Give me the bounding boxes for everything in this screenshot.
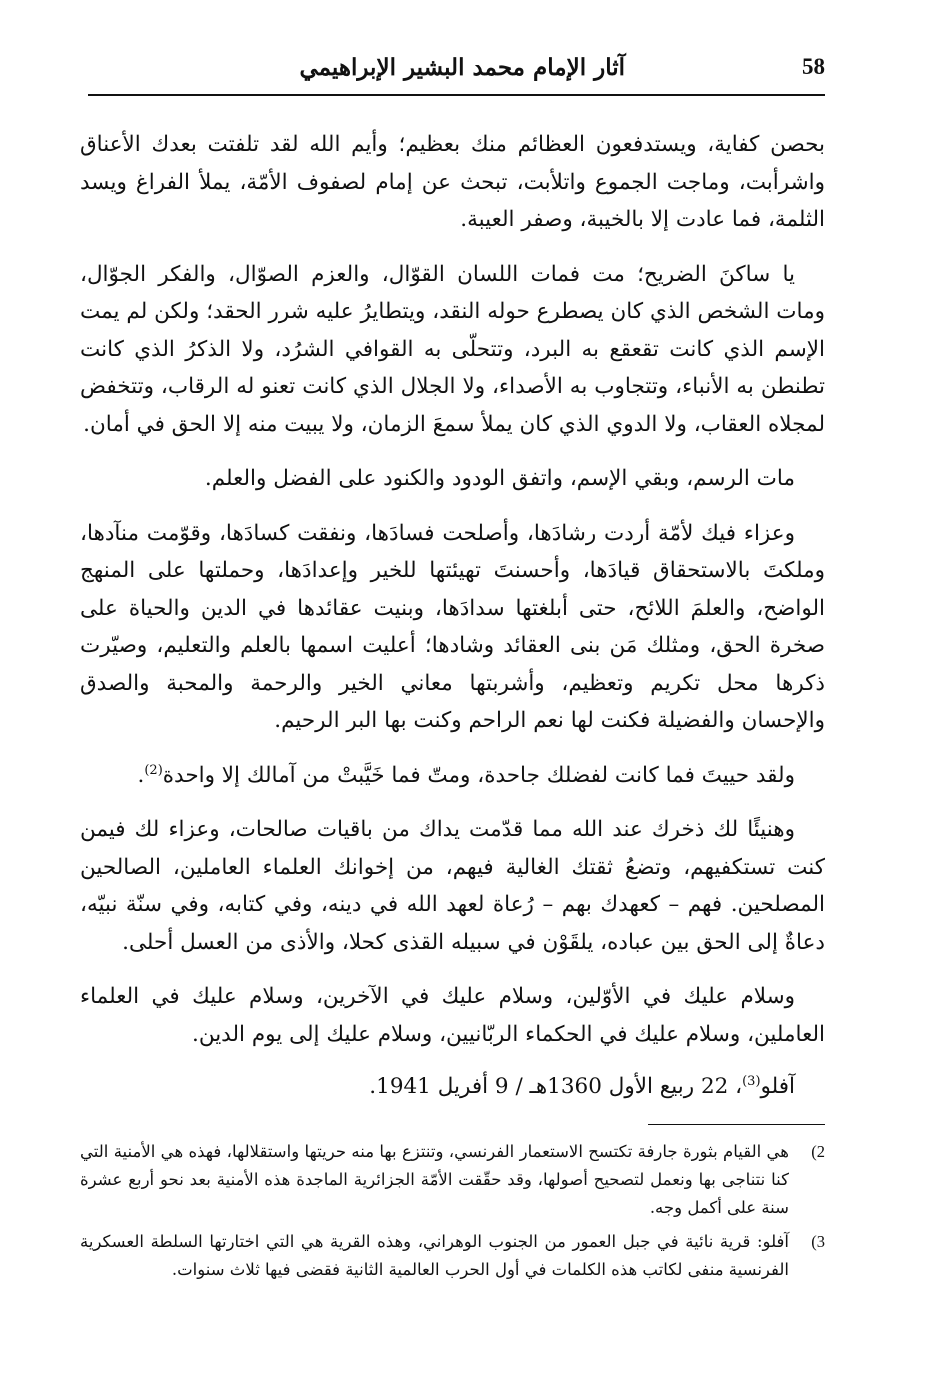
paragraph [80,757,825,795]
running-title: آثار الإمام محمد البشير الإبراهيمي [299,54,625,81]
footnote-number: 3) [811,1232,825,1251]
paragraph-end: . [137,762,145,788]
footnote-marker[interactable]: (2) [144,762,163,778]
footnote-number: 2) [811,1142,825,1161]
footnote-text: هي القيام بثورة جارفة تكتسح الاستعمار الفرنسي، وتنتزع بها منه حريتها واستقلالها، فهذه هي الأمنية التي كنا نتناجى بها ونعمل لتصحيح أصولها، وقد حقّقت الأمّة الجزائرية الماجدة هذه الأمنية بعد نحو أربع عشرة سنة على أكمل وجه. [80,1142,789,1217]
paragraph: يا ساكنَ الضريح؛ مت فمات اللسان القوّال، والعزم الصوّال، والفكر الجوّال، ومات الشخص الذي كان يصطرع حوله النقد، ويتطايرُ عليه شرر الحقد؛ ولكن لم يمت الإسم الذي كانت تقعقع به البرد، وتتحلّى به القوافي الشرُد، ولا الذكرُ الذي كانت تطنطن به الأنباء، وتتجاوب به الأصداء، ولا الجلال الذي كانت تعنو له الرقاب، وتتخفض لمجلاه العقاب، ولا الدوي الذي كان يملأ سمعَ الزمان، ولا يبيت منه إلا الحق في أمان. [80,261,825,437]
page-number: 58 [802,54,825,79]
paragraph: بحصن كفاية، ويستدفعون العظائم منك بعظيم؛ وأيم الله لقد تلفتت بعدك الأعناق واشرأبت، وماجت الجموع واتلأبت، تبحث عن إمام لصفوف الأمّة، يملأ الفراغ ويسد الثلمة، فما عادت إلا بالخيبة، وصفر العيبة. [80,132,825,232]
paragraph: وهنيئًا لك ذخرك عند الله مما قدّمت يداك من باقيات صالحات، وعزاء لك فيمن كنت تستكفيهم، وتضعُ ثقتك الغالية فيهم، من إخوانك العلماء العاملين، الصالحين المصلحين. فهم – كعهدك بهم – رُعاة لعهد الله في دينه، وفي كتابه، وفي سنّة نبيّه، دعاةٌ إلى الحق بين عباده، يلقَوْن في سبيله القذى كحلا، والأذى من العسل أحلى. [80,817,825,955]
page-header [88,46,825,96]
paragraph: وسلام عليك في الأوّلين، وسلام عليك في الآخرين، وسلام عليك في العلماء العاملين، وسلام عليك في الحكماء الربّانيين، وسلام عليك إلى يوم الدين. [80,984,825,1047]
place-name: آفلو [760,1074,795,1099]
footnotes [80,1138,825,1290]
paragraph: مات الرسم، وبقي الإسم، واتفق الودود والكنود على الفضل والعلم. [204,466,795,491]
footnote-marker[interactable]: (3) [742,1073,761,1089]
paragraph-text: ولقد حييتَ فما كانت لفضلك جاحدة، ومتّ فما خَيَّبتْ من آمالك إلا واحدة [162,762,795,788]
date-text: ، 22 ربيع الأول 1360هـ / 9 أفريل 1941. [369,1074,743,1099]
body-text [80,126,825,1123]
footnote-divider [648,1124,825,1125]
footnote [80,1228,825,1284]
footnote [80,1138,825,1222]
paragraph: وعزاء فيك لأمّة أردت رشادَها، وأصلحت فسادَها، ونفقت كسادَها، وقوّمت منآدها، وملكتَ بالاستحقاق قيادَها، وأحسنتَ تهيئتها للخير وإعدادَها، وحملتها على المنهج الواضح، والعلمَ اللائح، حتى أبلغتها سدادَها، وبنيت عقائدها في الدين والحياة على صخرة الحق، ومثلك مَن بنى العقائد وشادها؛ أعليت اسمها بالعلم والتعليم، وصيّرت ذكرها محل تكريم وتعظيم، وأشربتها معاني الخير والرحمة والمحبة والصدق والإحسان والفضيلة فكنت لها نعم الراحم وكنت بها البر الرحيم. [80,520,825,733]
date-line [80,1068,825,1106]
footnote-text: آفلو: قرية نائية في جبل العمور من الجنوب الوهراني، وهذه القرية هي التي اختارتها السلطة العسكرية الفرنسية منفى لكاتب هذه الكلمات في أول الحرب العالمية الثانية فقضى فيها ثلاث سنوات. [80,1232,789,1279]
